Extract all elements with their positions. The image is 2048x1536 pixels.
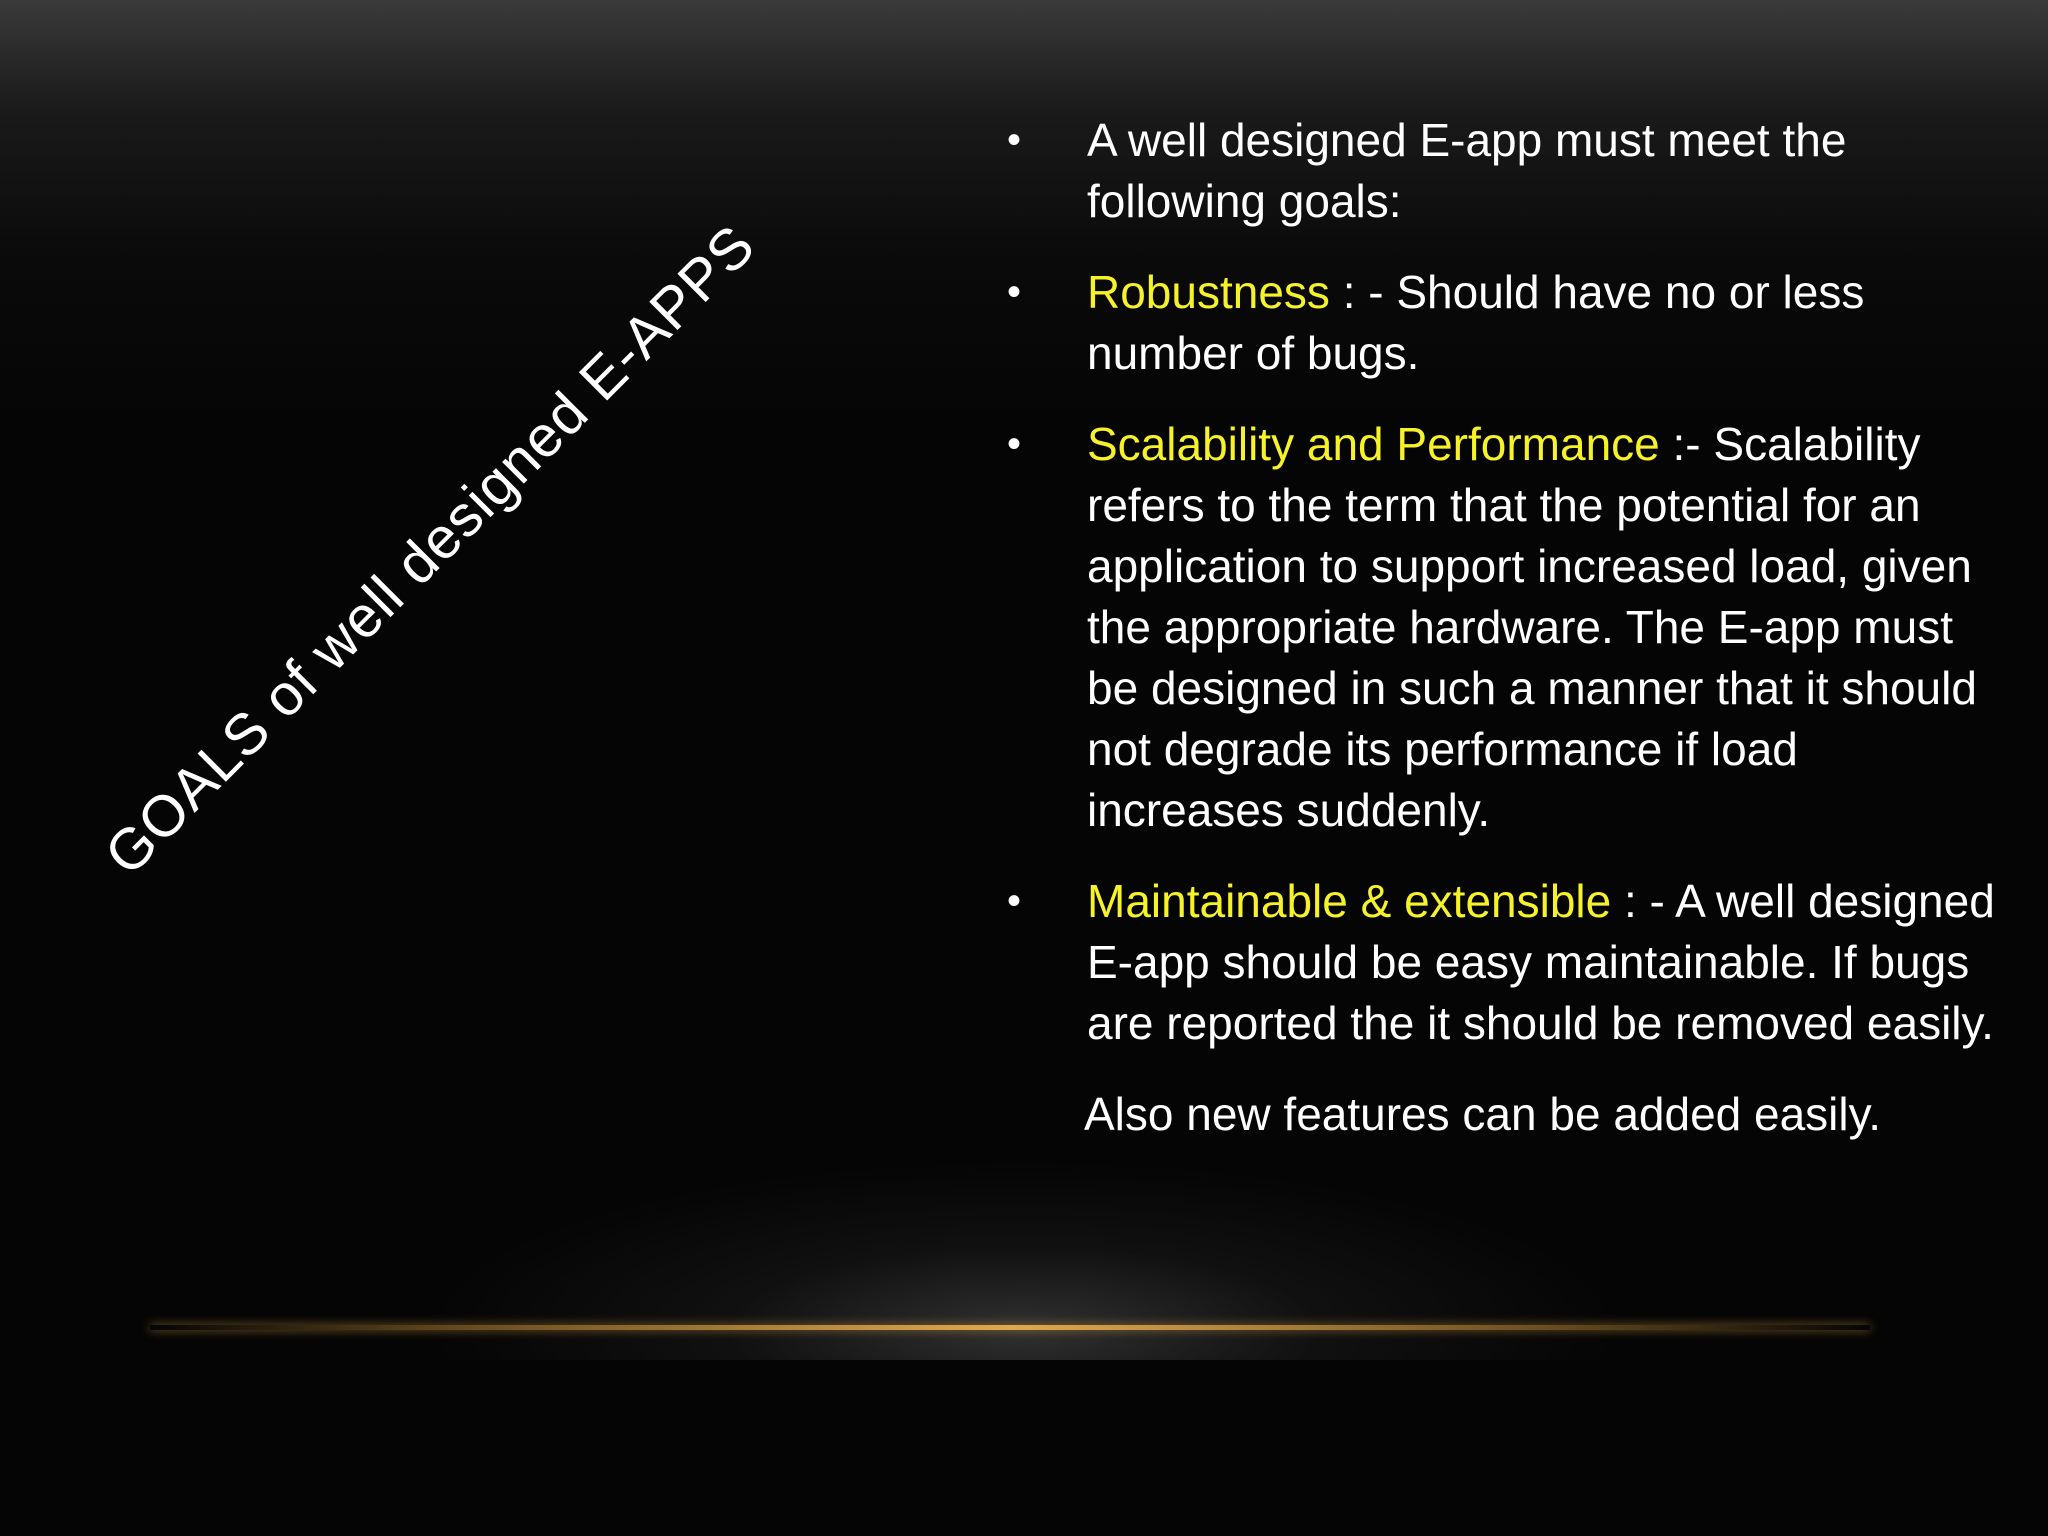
bullet-separator: : - — [1329, 266, 1397, 318]
bullet-icon: • — [1007, 270, 1022, 314]
bullet-item-robustness — [1000, 262, 2000, 384]
gold-accent-line — [150, 1325, 1870, 1330]
bullet-highlight: Scalability and Performance — [1087, 418, 1660, 470]
bullet-item-maintainable — [1000, 871, 2000, 1054]
bullet-icon: • — [1007, 422, 1022, 466]
extra-line: Also new features can be added easily. — [1084, 1088, 1881, 1140]
bullet-highlight: Maintainable & extensible — [1087, 875, 1612, 927]
bullet-item-intro — [1000, 110, 2000, 232]
bullet-separator: :- — [1659, 418, 1714, 470]
floor-glow — [424, 1160, 1624, 1360]
bullet-text: Should have no or less number of bugs. — [1087, 266, 1865, 379]
slide-title: GOALS of well designed E-APPS — [92, 212, 768, 888]
bullet-item-scalability — [1000, 414, 2000, 841]
bullet-text: A well designed E-app must meet the following goals: — [1087, 114, 1847, 227]
bullet-highlight: Robustness — [1087, 266, 1330, 318]
bullet-text: A well designed E-app should be easy maintainable. If bugs are reported the it should be removed easily. — [1087, 875, 1995, 1049]
bullet-list — [1000, 110, 2000, 1145]
bullet-icon: • — [1007, 879, 1022, 923]
bullet-text: Scalability refers to the term that the potential for an application to support increased load, given the appropriate hardware. The E-app must be designed in such a manner that it should not degrade its performance if load increases suddenly. — [1087, 418, 1977, 836]
bullet-separator: : - — [1611, 875, 1676, 927]
bullet-icon: • — [1007, 118, 1022, 162]
